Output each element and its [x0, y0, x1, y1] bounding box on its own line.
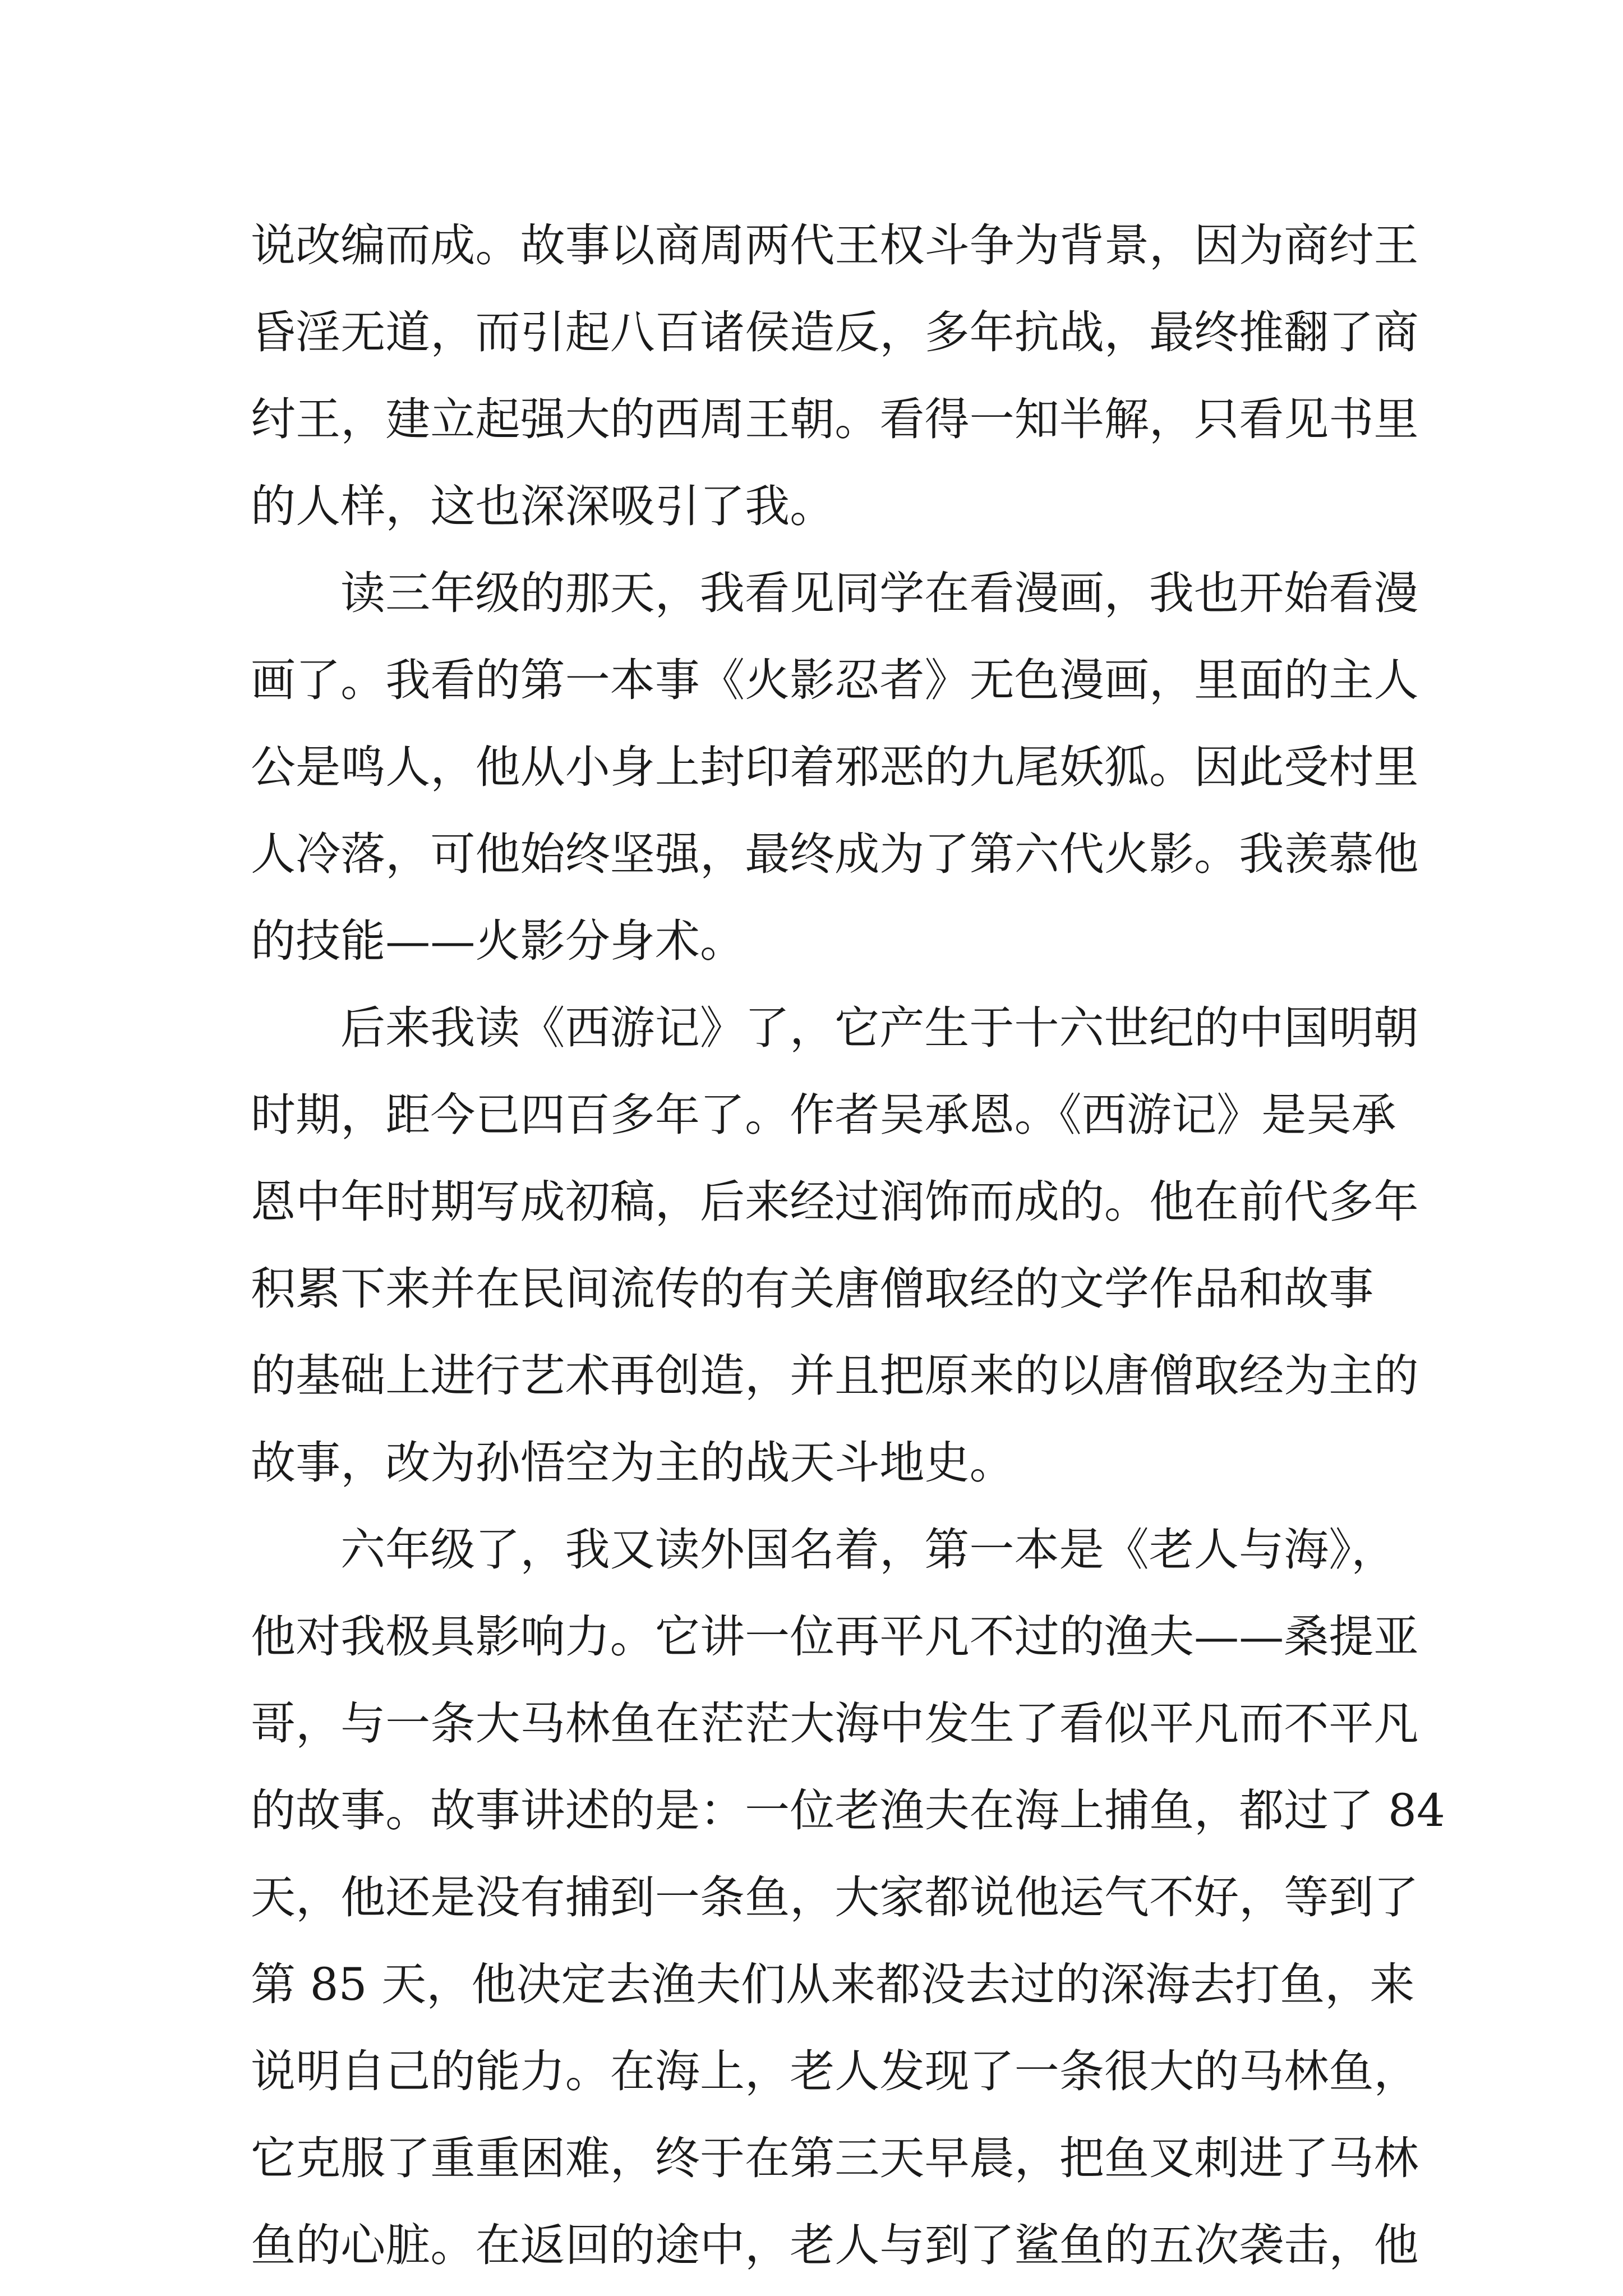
text-line: 第 85 天，他决定去渔夫们从来都没去过的深海去打鱼，来: [251, 1958, 1415, 2010]
text-line: 的技能——火影分身术。: [251, 915, 745, 967]
text-line: 他对我极具影响力。它讲一位再平凡不过的渔夫——桑提亚: [251, 1611, 1419, 1663]
text-line: 昏淫无道，而引起八百诸侯造反，多年抗战，最终推翻了商: [251, 306, 1419, 358]
text-line: 说改编而成。故事以商周两代王权斗争为背景，因为商纣王: [251, 219, 1419, 272]
text-line: 说明自己的能力。在海上，老人发现了一条很大的马林鱼，: [251, 2045, 1419, 2097]
text-line: 天，他还是没有捕到一条鱼，大家都说他运气不好，等到了: [251, 1871, 1419, 1924]
paragraph: [251, 1506, 1446, 2289]
paragraph: [251, 202, 1419, 550]
text-line: 哥，与一条大马林鱼在茫茫大海中发生了看似平凡而不平凡: [251, 1697, 1419, 1750]
text-line: 的人样，这也深深吸引了我。: [251, 480, 835, 532]
text-line: 画了。我看的第一本事《火影忍者》无色漫画，里面的主人: [251, 654, 1419, 706]
text-line: 的故事。故事讲述的是：一位老渔夫在海上捕鱼，都过了 84: [251, 1784, 1446, 1837]
text-line: 恩中年时期写成初稿，后来经过润饰而成的。他在前代多年: [251, 1176, 1419, 1228]
text-line: 人冷落，可他始终坚强，最终成为了第六代火影。我羡慕他: [251, 828, 1419, 880]
text-line: 读三年级的那天，我看见同学在看漫画，我也开始看漫: [340, 567, 1419, 619]
text-line: 故事，改为孙悟空为主的战天斗地史。: [251, 1437, 1015, 1489]
text-line: 鱼的心脏。在返回的途中，老人与到了鲨鱼的五次袭击，他: [251, 2219, 1419, 2271]
paragraph: [251, 550, 1419, 984]
text-line: 时期，距今已四百多年了。作者吴承恩。《西游记》是吴承: [251, 1089, 1396, 1141]
text-line: 纣王，建立起强大的西周王朝。看得一知半解，只看见书里: [251, 393, 1419, 445]
text-line: 的基础上进行艺术再创造，并且把原来的以唐僧取经为主的: [251, 1350, 1419, 1402]
text-line: 公是鸣人，他从小身上封印着邪恶的九尾妖狐。因此受村里: [251, 741, 1419, 793]
text-line: 它克服了重重困难，终于在第三天早晨，把鱼叉刺进了马林: [251, 2132, 1419, 2184]
text-line: 六年级了，我又读外国名着，第一本是《老人与海》，: [340, 1524, 1396, 1576]
paragraph: [251, 984, 1419, 1506]
text-line: 后来我读《西游记》了，它产生于十六世纪的中国明朝: [340, 1002, 1419, 1054]
text-line: 积累下来并在民间流传的有关唐僧取经的文学作品和故事: [251, 1263, 1374, 1315]
body-text: [251, 202, 1446, 2289]
